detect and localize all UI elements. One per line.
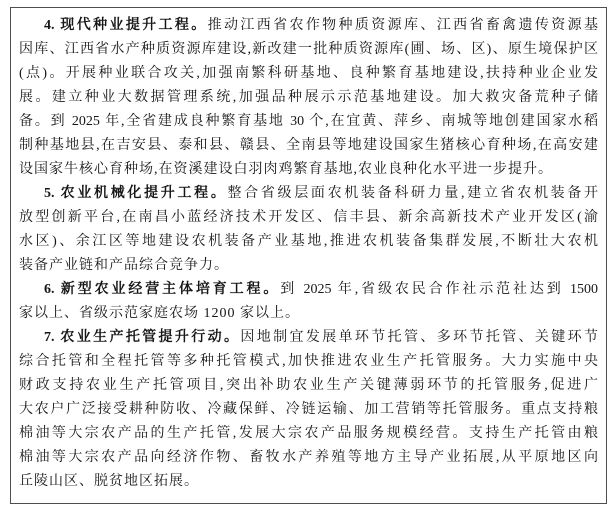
text-line xyxy=(19,278,598,302)
text-line xyxy=(19,182,598,206)
paragraph-text: 整合省级层面农机装备科研力量,建立省农机装备开 xyxy=(227,186,598,201)
text-line: 展。建立种业大数据管理系统,加强品种展示示范基地建设。加大救灾备荒种子储 xyxy=(19,90,598,105)
paragraph-text: 因地制宜发展单环节托管、多环节托管、关键环节 xyxy=(240,330,598,345)
text-line: 设国家牛核心育种场,在资溪建设白羽肉鸡繁育基地,农业良种化水平进一步提升。 xyxy=(19,162,553,177)
text-line: 制种基地县,在吉安县、泰和县、赣县、全南县等地建设国家生猪核心育种场,在高安建 xyxy=(19,138,598,153)
text-line xyxy=(19,326,598,350)
text-line: 因库、江西省水产种质资源库建设,新改建一批种质资源库(圃、场、区)、原生境保护区 xyxy=(19,42,598,57)
paragraph-heading: 5. 农业机械化提升工程。 xyxy=(44,186,228,201)
paragraph-5 xyxy=(19,182,598,278)
paragraph-heading: 4. 现代种业提升工程。 xyxy=(44,18,208,33)
text-line: 家以上、省级示范家庭农场 1200 家以上。 xyxy=(19,306,300,321)
text-line: 大农户广泛接受耕种防收、冷藏保鲜、冷链运输、加工营销等托管服务。重点支持粮 xyxy=(19,402,598,417)
text-line: 水区)、余江区等地建设农机装备产业基地,推进农机装备集群发展,不断壮大农机 xyxy=(19,234,598,249)
paragraph-7 xyxy=(19,326,598,494)
text-line: 丘陵山区、脱贫地区拓展。 xyxy=(19,474,199,489)
page-border xyxy=(10,7,607,504)
text-line: 棉油等大宗农产品的生产托管,发展大宗农产品服务规模经营。支持生产托管由粮 xyxy=(19,426,598,441)
text-line: 棉油等大宗农产品向经济作物、畜牧水产养殖等地方主导产业拓展,从平原地区向 xyxy=(19,450,598,465)
text-line: 装备产业链和产品综合竞争力。 xyxy=(19,258,229,273)
text-line: 放型创新平台,在南昌小蓝经济技术开发区、信丰县、新余高新技术产业开发区(渝 xyxy=(19,210,598,225)
text-line xyxy=(19,14,598,38)
paragraph-heading: 7. 农业生产托管提升行动。 xyxy=(44,330,241,345)
text-line: 综合托管和全程托管等多种托管模式,加快推进农业生产托管服务。大力实施中央 xyxy=(19,354,598,369)
text-line: 财政支持农业生产托管项目,突出补助农业生产关键薄弱环节的托管服务,促进广 xyxy=(19,378,598,393)
text-line: 备。到 2025 年,全省建成良种繁育基地 30 个,在宜黄、萍乡、南城等地创建国家水稻 xyxy=(19,114,598,129)
paragraph-heading: 6. 新型农业经营主体培育工程。 xyxy=(44,282,281,297)
paragraph-text: 到 2025 年,省级农民合作社示范社达到 1500 xyxy=(280,282,598,297)
paragraph-4 xyxy=(19,14,598,182)
paragraph-6 xyxy=(19,278,598,326)
paragraph-text: 推动江西省农作物种质资源库、江西省畜禽遗传资源基 xyxy=(207,18,598,33)
text-line: (点)。开展种业联合攻关,加强南繁科研基地、良种繁育基地建设,扶持种业企业发 xyxy=(19,66,598,81)
document-body xyxy=(19,14,598,494)
